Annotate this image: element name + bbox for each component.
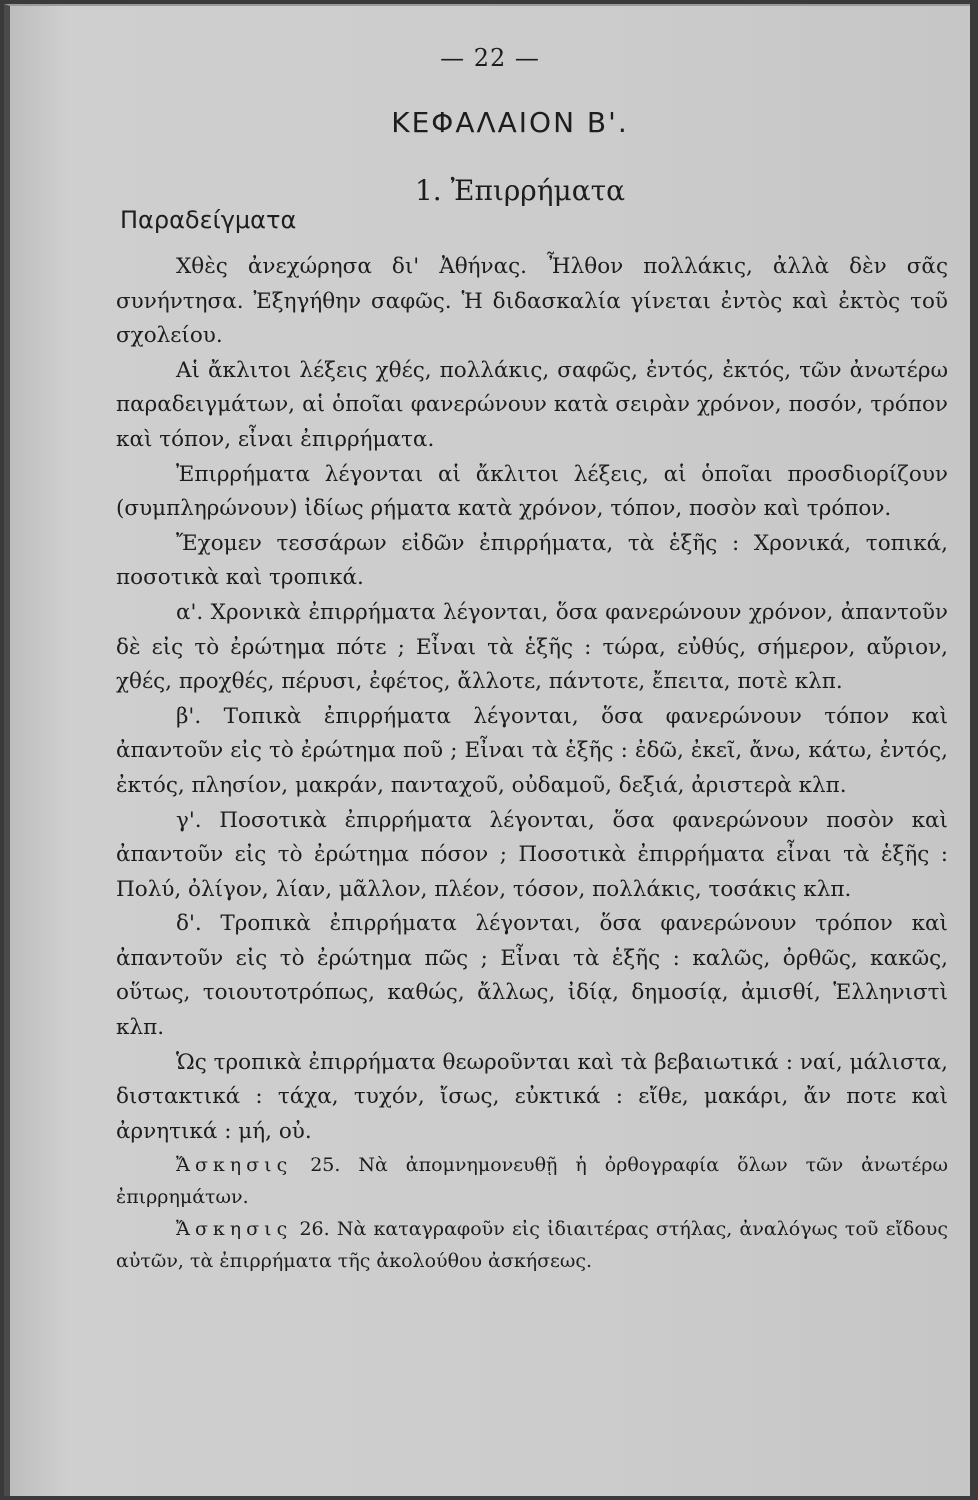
exercise-label: Ἄσκησις — [176, 1154, 293, 1177]
examples-label: Παραδείγματα — [120, 206, 297, 234]
paragraph: Ἔχομεν τεσσάρων εἰδῶν ἐπιρρήματα, τὰ ἑξῆς : Χρονικά, τοπικά, ποσοτικὰ καὶ τροπικά. — [116, 530, 948, 591]
body-text — [116, 250, 948, 1277]
section-title: 1. Ἐπιρρήματα — [414, 174, 626, 207]
exercise — [116, 1149, 948, 1213]
paragraph: Ἐπιρρήματα λέγονται αἱ ἄκλιτοι λέξεις, αἱ ὁποῖαι προσδιορίζουν (συμπληρώνουν) ἰδίως ρήματα κατὰ χρόνον, τόπον, ποσὸν καὶ τρόπον. — [116, 461, 948, 522]
chapter-title: ΚΕΦΑΛΑΙΟΝ Β'. — [391, 106, 629, 139]
paragraph: β'. Τοπικὰ ἐπιρρήματα λέγονται, ὅσα φανερώνουν τόπον καὶ ἀπαντοῦν εἰς τὸ ἐρώτημα ποῦ ; Εἶναι τὰ ἑξῆς : ἐδῶ, ἐκεῖ, ἄνω, κάτω, ἐντός, ἐκτός, πλησίον, μακράν, πανταχοῦ, οὐδαμοῦ, δεξιά, ἀριστερὰ κλπ. — [116, 703, 948, 798]
paragraph: Χθὲς ἀνεχώρησα δι' Ἀθήνας. Ἦλθον πολλάκις, ἀλλὰ δὲν σᾶς συνήντησα. Ἐξηγήθην σαφῶς. Ἡ διδασκαλία γίνεται ἐντὸς καὶ ἐκτὸς τοῦ σχολείου. — [116, 254, 948, 349]
paragraph: α'. Χρονικὰ ἐπιρρήματα λέγονται, ὅσα φανερώνουν χρόνον, ἀπαντοῦν δὲ εἰς τὸ ἐρώτημα πότε ; Εἶναι τὰ ἑξῆς : τώρα, εὐθύς, σήμερον, αὔριον, χθές, προχθές, πέρυσι, ἐφέτος, ἄλλοτε, πάντοτε, ἔπειτα, ποτὲ κλπ. — [116, 599, 948, 695]
paragraph: γ'. Ποσοτικὰ ἐπιρρήματα λέγονται, ὅσα φανερώνουν ποσὸν καὶ ἀπαντοῦν εἰς τὸ ἐρώτημα πόσον ; Ποσοτικὰ ἐπιρρήματα εἶναι τὰ ἑξῆς : Πολύ, ὀλίγον, λίαν, μᾶλλον, πλέον, τόσον, πολλάκις, τοσάκις κλπ. — [116, 807, 948, 902]
paragraph: δ'. Τροπικὰ ἐπιρρήματα λέγονται, ὅσα φανερώνουν τρόπον καὶ ἀπαντοῦν εἰς τὸ ἐρώτημα πῶς ; Εἶναι τὰ ἑξῆς : καλῶς, ὀρθῶς, κακῶς, οὕτως, τοιουτοτρόπως, καθώς, ἄλλως, ἰδίᾳ, δημοσίᾳ, ἀμισθί, Ἑλληνιστὶ κλπ. — [116, 911, 948, 1041]
page-number: — 22 — — [440, 44, 540, 72]
paragraph: Αἱ ἄκλιτοι λέξεις χθές, πολλάκις, σαφῶς, ἐντός, ἐκτός, τῶν ἀνωτέρω παραδειγμάτων, αἱ ὁποῖαι φανερώνουν κατὰ σειρὰν χρόνον, ποσόν, τρόπον καὶ τόπον, εἶναι ἐπιρρήματα. — [116, 357, 948, 452]
book-page — [4, 4, 970, 1496]
exercise — [116, 1213, 948, 1277]
exercise-label: Ἄσκησις — [176, 1218, 293, 1241]
exercise-text: 26. Νὰ καταγραφοῦν εἰς ἰδιαιτέρας στήλας, ἀναλόγως τοῦ εἴδους αὐτῶν, τὰ ἐπιρρήματα τῆς ἀκολούθου ἀσκήσεως. — [116, 1218, 948, 1273]
paragraph: Ὡς τροπικὰ ἐπιρρήματα θεωροῦνται καὶ τὰ βεβαιωτικά : ναί, μάλιστα, διστακτικά : τάχα, τυχόν, ἴσως, εὐκτικά : εἴθε, μακάρι, ἄν ποτε καὶ ἀρνητικά : μή, οὐ. — [116, 1049, 948, 1144]
exercise-text: 25. Νὰ ἀπομνημονευθῇ ἡ ὀρθογραφία ὅλων τῶν ἀνωτέρω ἐπιρρημάτων. — [116, 1154, 948, 1209]
